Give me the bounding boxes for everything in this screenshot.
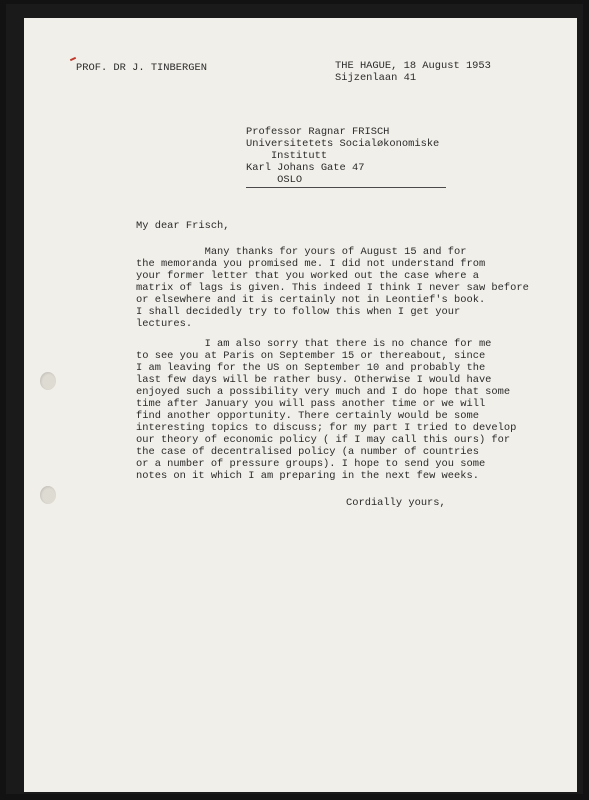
- recipient-line: Universitetets Socialøkonomiske: [246, 138, 440, 150]
- body-line: I shall decidedly try to follow this when I get your: [136, 306, 461, 318]
- body-line: or elsewhere and it is certainly not in Leontief's book.: [136, 294, 486, 306]
- body-line: or a number of pressure groups). I hope to send you some: [136, 458, 486, 470]
- body-line: notes on it which I am preparing in the next few weeks.: [136, 470, 479, 482]
- punch-hole-top: [40, 372, 56, 390]
- body-line: interesting topics to discuss; for my part I tried to develop: [136, 422, 517, 434]
- punch-hole-bottom: [40, 486, 56, 504]
- recipient-line: Karl Johans Gate 47: [246, 162, 365, 174]
- recipient-line: Institutt: [246, 150, 328, 162]
- body-line: to see you at Paris on September 15 or thereabout, since: [136, 350, 486, 362]
- recipient-line: Professor Ragnar FRISCH: [246, 126, 390, 138]
- body-line: the case of decentralised policy (a number of countries: [136, 446, 479, 458]
- body-line: the memoranda you promised me. I did not understand from: [136, 258, 486, 270]
- sender-address: Sijzenlaan 41: [335, 72, 417, 84]
- place-date: THE HAGUE, 18 August 1953: [335, 60, 491, 72]
- salutation: My dear Frisch,: [136, 220, 230, 232]
- body-line: last few days will be rather busy. Otherwise I would have: [136, 374, 492, 386]
- recipient-underline: [246, 187, 446, 188]
- body-line: I am leaving for the US on September 10 and probably the: [136, 362, 486, 374]
- body-line: enjoyed such a possibility very much and I do hope that some: [136, 386, 511, 398]
- body-line: I am also sorry that there is no chance for me: [136, 338, 492, 350]
- body-line: your former letter that you worked out the case where a: [136, 270, 479, 282]
- body-line: lectures.: [136, 318, 193, 330]
- closing: Cordially yours,: [346, 497, 446, 509]
- body-line: our theory of economic policy ( if I may call this ours) for: [136, 434, 511, 446]
- letter-page: [24, 18, 577, 792]
- scan-frame: [6, 4, 583, 794]
- body-line: matrix of lags is given. This indeed I think I never saw before: [136, 282, 529, 294]
- sender-name: PROF. DR J. TINBERGEN: [76, 62, 207, 74]
- body-line: time after January you will pass another time or we will: [136, 398, 486, 410]
- body-line: find another opportunity. There certainly would be some: [136, 410, 479, 422]
- recipient-line: OSLO: [246, 174, 303, 186]
- red-pencil-mark: [70, 57, 76, 61]
- body-line: Many thanks for yours of August 15 and for: [136, 246, 467, 258]
